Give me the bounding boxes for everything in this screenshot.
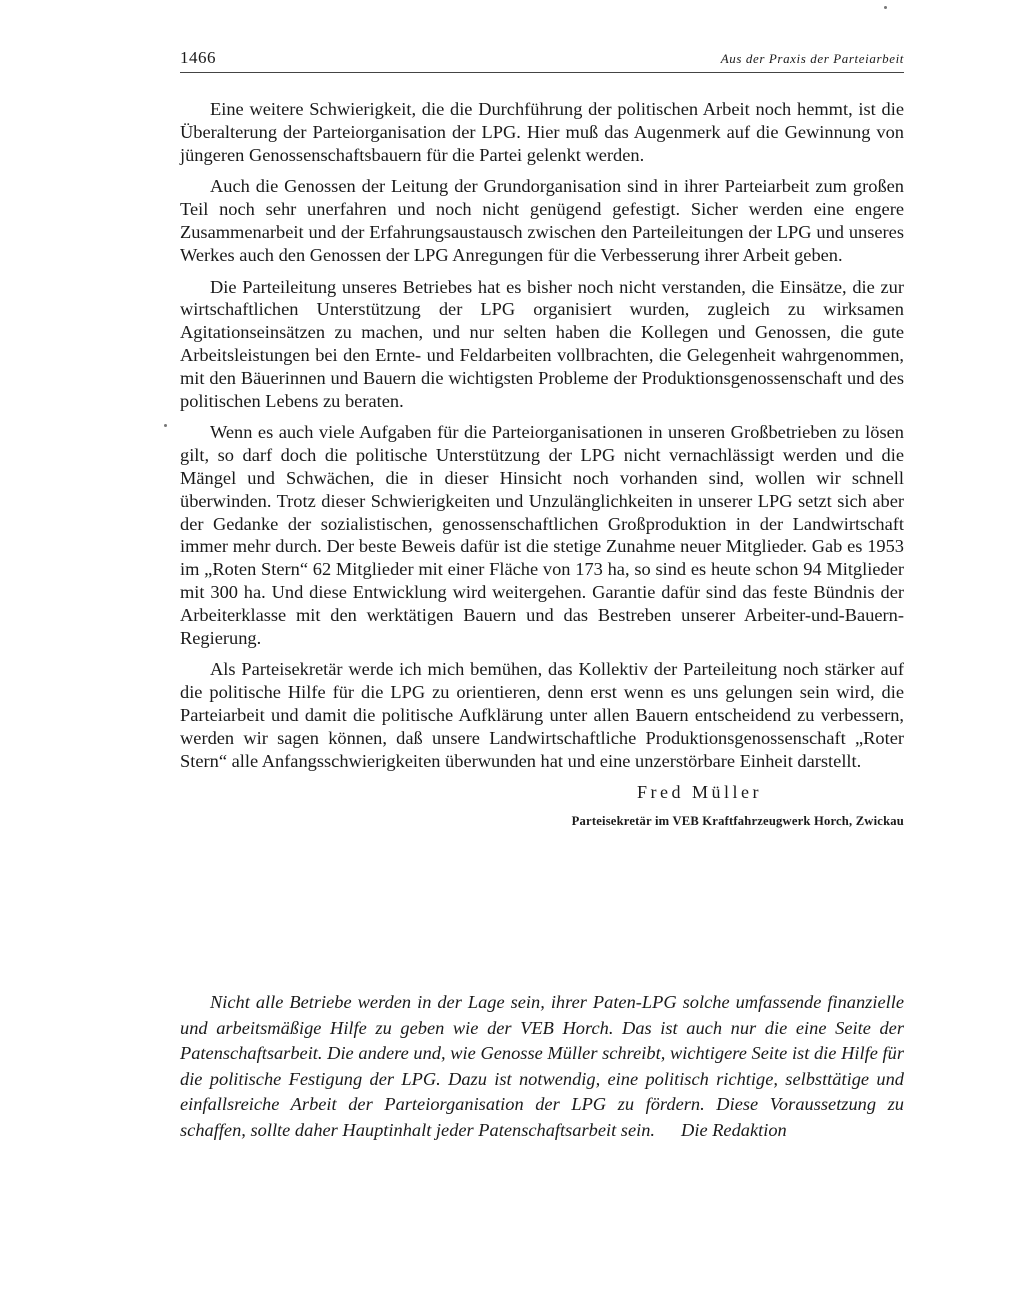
header-rule [180,72,904,73]
author-affiliation: Parteisekretär im VEB Kraftfahrzeugwerk Horch, Zwickau [571,814,904,829]
paragraph: Auch die Genossen der Leitung der Grundorganisation sind in ihrer Parteiarbeit zum großen Teil noch sehr unerfahren und noch nicht genügend gefestigt. Sicher werden eine engere Zusammenarbeit und der Erfahrungsaustausch zwischen den Parteileitungen der LPG und unseres Werkes auch den Genossen der LPG Anregungen für die Verbesserung ihrer Arbeit geben. [180,176,904,265]
editor-note-text: Nicht alle Betriebe werden in der Lage sein, ihrer Paten-LPG solche umfassende finanzielle und arbeitsmäßige Hilfe zu geben wie der VEB Horch. Das ist auch nur die eine Seite der Patenschaftsarbeit. Die andere und, wie Genosse Müller schreibt, wichtigere Seite ist die Hilfe für die politische Festigung der LPG. Dazu ist notwendig, eine politisch richtige, selbsttätige und einfallsreiche Arbeit der Parteiorganisation der LPG zu fördern. Diese Voraussetzung zu schaffen, sollte daher Hauptinhalt jeder Patenschaftsarbeit sein. [180,992,904,1140]
page-number: 1466 [180,48,216,67]
running-head [180,48,904,68]
scan-speck [164,424,167,427]
editor-note [180,990,904,1144]
paragraph: Eine weitere Schwierigkeit, die die Durchführung der politischen Arbeit noch hemmt, ist die Überalterung der Parteiorganisation der LPG. Hier muß das Augenmerk auf die Gewinnung von jüngeren Genossenschaftsbauern für die Partei gelenkt werden. [180,99,904,165]
running-head-title: Aus der Praxis der Parteiarbeit [720,51,904,66]
author-signature: Fred Müller [637,782,762,803]
paragraph: Die Parteileitung unseres Betriebes hat es bisher noch nicht verstanden, die Einsätze, die zur wirtschaftlichen Unterstützung der LPG organisiert wurden, zugleich zu wirksamen Agitationseinsätzen zu machen, und nur selten haben die Kollegen und Genossen, die gute Arbeitsleistungen bei den Ernte- und Feldarbeiten vollbrachten, die Gelegenheit wahrgenommen, mit den Bäuerinnen und Bauern die wichtigsten Probleme der Produktionsgenossenschaft und des politischen Lebens zu beraten. [180,276,904,411]
article-body [180,98,904,833]
paragraph: Wenn es auch viele Aufgaben für die Parteiorganisationen in unseren Großbetrieben zu lösen gilt, so darf doch die politische Unterstützung der LPG nicht vernachlässigt werden und die Mängel und Schwächen, die in dieser Hinsicht noch vorhanden sind, wollen wir schnell überwinden. Trotz dieser Schwierigkeiten und Unzulänglichkeiten in unserer LPG setzt sich aber der Gedanke der sozialistischen, genossenschaftlichen Großproduktion in der Landwirtschaft immer mehr durch. Der beste Beweis dafür ist die stetige Zunahme neuer Mitglieder. Gab es 1953 im „Roten Stern“ 62 Mitglieder mit einer Fläche von 173 ha, so sind es heute schon 94 Mitglieder mit 300 ha. Und diese Entwicklung wird weitergehen. Garantie dafür sind das feste Bündnis der Arbeiterklasse mit den werktätigen Bauern und das Bestreben unserer Arbeiter-und-Bauern-Regierung. [180,422,904,648]
editor-credit: Die Redaktion [681,1119,787,1140]
scan-speck [884,6,887,9]
paragraph: Als Parteisekretär werde ich mich bemühen, das Kollektiv der Parteileitung noch stärker auf die politische Hilfe für die LPG zu orientieren, denn erst wenn es uns gelungen sein wird, die Parteiarbeit und damit die politische Aufklärung unter allen Bauern entscheidend zu verbessern, werden wir sagen können, daß unsere Landwirtschaftliche Produktionsgenossenschaft „Roter Stern“ alle Anfangsschwierigkeiten überwunden hat und eine unzerstörbare Einheit darstellt. [180,659,904,771]
